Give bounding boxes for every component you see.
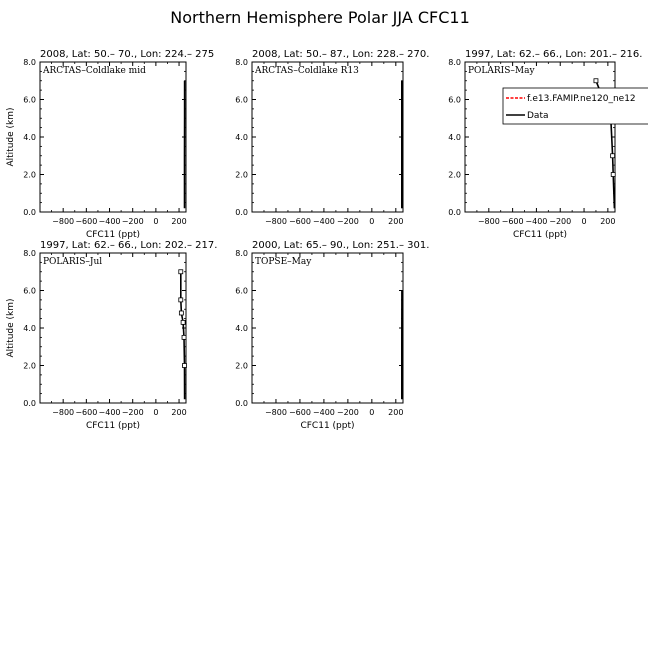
y-tick-label: 6.0 (235, 286, 248, 296)
panel-5 (235, 240, 429, 431)
x-tick-label: 0 (153, 408, 159, 417)
y-tick-label: 8.0 (235, 249, 248, 258)
y-tick-label: 0.0 (235, 399, 248, 408)
data-point (179, 298, 183, 302)
panel-title: 2000, Lat: 65.– 90., Lon: 251.– 301. (252, 240, 430, 251)
x-tick-label: −600 (75, 408, 98, 417)
x-tick-label: −400 (98, 217, 121, 226)
x-tick-label: 200 (600, 217, 616, 226)
x-tick-label: −200 (549, 217, 572, 226)
x-tick-label: 200 (171, 408, 187, 417)
y-tick-label: 4.0 (235, 133, 248, 142)
y-tick-label: 4.0 (448, 133, 461, 142)
y-tick-label: 6.0 (448, 95, 461, 105)
panel-title: 1997, Lat: 62.– 66., Lon: 202.– 217. (40, 240, 218, 251)
x-tick-label: −800 (264, 217, 287, 226)
panel-annotation: POLARIS–Jul (43, 257, 103, 267)
x-axis-label: CFC11 (ppt) (85, 421, 141, 431)
y-axis-label: Altitude (km) (6, 107, 16, 167)
y-tick-label: 0.0 (23, 399, 36, 408)
y-tick-label: 0.0 (23, 208, 36, 217)
plot-frame (465, 62, 615, 212)
y-tick-label: 6.0 (23, 95, 36, 105)
x-tick-label: −400 (312, 408, 335, 417)
panel-title: 2008, Lat: 50.– 87., Lon: 228.– 270. (252, 49, 430, 60)
y-tick-label: 4.0 (23, 324, 36, 333)
x-tick-label: −600 (75, 217, 98, 226)
y-tick-label: 6.0 (235, 95, 248, 105)
data-point (611, 173, 615, 177)
y-tick-label: 8.0 (23, 249, 36, 258)
y-tick-label: 2.0 (23, 170, 36, 180)
x-axis-label: CFC11 (ppt) (512, 230, 568, 240)
x-tick-label: 200 (171, 217, 187, 226)
panel-title: 1997, Lat: 62.– 66., Lon: 201.– 216. (465, 49, 643, 60)
y-tick-label: 0.0 (448, 208, 461, 217)
y-tick-label: 2.0 (448, 170, 461, 180)
y-axis-label: Altitude (km) (6, 298, 16, 358)
x-tick-label: −800 (52, 217, 75, 226)
x-tick-label: −400 (312, 217, 335, 226)
y-tick-label: 6.0 (23, 286, 36, 296)
x-tick-label: −200 (121, 408, 144, 417)
x-tick-label: −200 (121, 217, 144, 226)
x-axis-label: CFC11 (ppt) (85, 230, 141, 240)
x-tick-label: 0 (153, 217, 159, 226)
x-tick-label: 200 (388, 408, 404, 417)
x-tick-label: 0 (369, 217, 375, 226)
legend-label: f.e13.FAMIP.ne120_ne12 (527, 94, 636, 104)
x-tick-label: −200 (336, 217, 359, 226)
x-tick-label: −600 (501, 217, 524, 226)
data-point (179, 311, 183, 315)
y-tick-label: 2.0 (235, 170, 248, 180)
x-tick-label: −800 (52, 408, 75, 417)
panel-title: 2008, Lat: 50.– 70., Lon: 224.– 275 (40, 49, 215, 60)
data-point (611, 154, 615, 158)
plot-frame (252, 253, 403, 403)
x-tick-label: −800 (264, 408, 287, 417)
x-tick-label: −600 (288, 408, 311, 417)
y-tick-label: 0.0 (235, 208, 248, 217)
plot-frame (40, 253, 186, 403)
data-point (179, 270, 183, 274)
figure-title: Northern Hemisphere Polar JJA CFC11 (170, 8, 470, 27)
data-point (181, 320, 185, 324)
panel-1 (6, 49, 214, 240)
data-point (182, 364, 186, 368)
x-tick-label: 200 (388, 217, 404, 226)
panel-annotation: ARCTAS–Coldlake mid (43, 66, 146, 76)
x-tick-label: −400 (98, 408, 121, 417)
panel-annotation: POLARIS–May (468, 66, 535, 76)
y-tick-label: 4.0 (235, 324, 248, 333)
x-tick-label: −800 (477, 217, 500, 226)
data-point (594, 79, 598, 83)
panel-4 (6, 240, 217, 431)
panel-annotation: TOPSE–May (255, 257, 312, 267)
y-tick-label: 2.0 (23, 361, 36, 371)
x-tick-label: 0 (581, 217, 587, 226)
panel-2 (235, 49, 429, 226)
y-tick-label: 2.0 (235, 361, 248, 371)
x-tick-label: −600 (288, 217, 311, 226)
y-tick-label: 4.0 (23, 133, 36, 142)
data-point (182, 335, 186, 339)
plot-frame (40, 62, 186, 212)
x-axis-label: CFC11 (ppt) (300, 421, 355, 431)
x-tick-label: −400 (525, 217, 548, 226)
y-tick-label: 8.0 (448, 58, 461, 67)
panel-3 (448, 49, 648, 240)
plot-frame (252, 62, 403, 212)
y-tick-label: 8.0 (235, 58, 248, 67)
panel-annotation: ARCTAS–Coldlake R13 (255, 66, 359, 76)
x-tick-label: 0 (369, 408, 375, 417)
x-tick-label: −200 (336, 408, 359, 417)
legend-label: Data (527, 111, 549, 121)
y-tick-label: 8.0 (23, 58, 36, 67)
legend (503, 88, 648, 124)
